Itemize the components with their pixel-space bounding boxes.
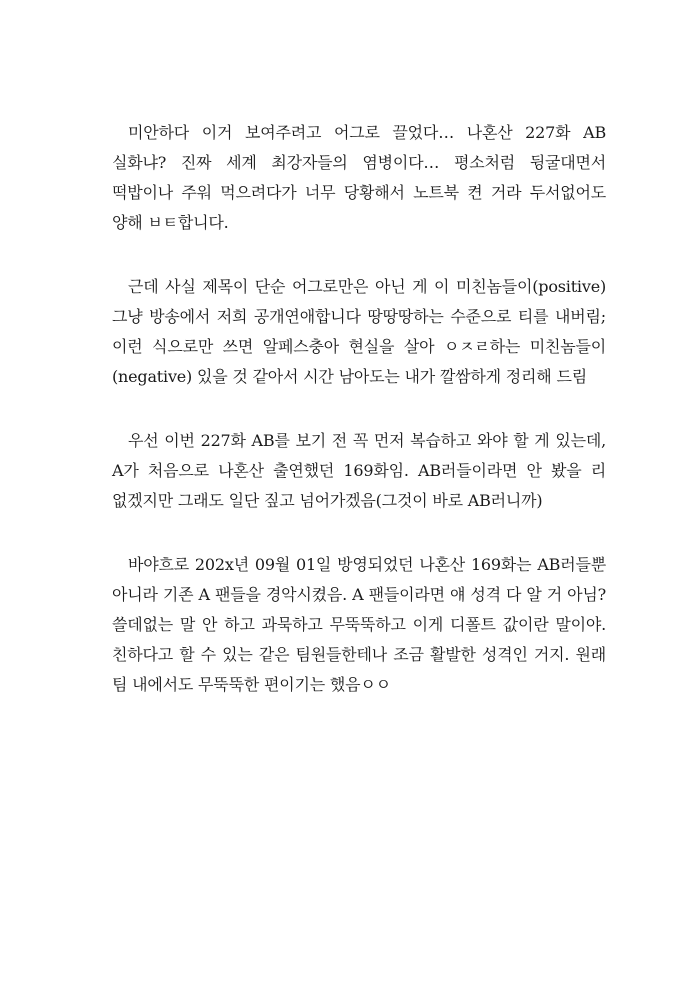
paragraph-3: 우선 이번 227화 AB를 보기 전 꼭 먼저 복습하고 와야 할 게 있는데, A가 처음으로 나혼산 출연했던 169화임. AB러들이라면 안 봤을 리 없겠지만 그래도 일단 짚고 넘어가겠음(그것이 바로 AB러니까) bbox=[112, 431, 606, 510]
paragraph-2: 근데 사실 제목이 단순 어그로만은 아닌 게 이 미친놈들이(positive) 그냥 방송에서 저희 공개연애합니다 땅땅땅하는 수준으로 티를 내버림; 이런 식으로만 쓰면 알페스충아 현실을 살아 ㅇㅈㄹ하는 미친놈들이(negative) 있을 것 같아서 시간 남아도는 내가 깔쌈하게 정리해 드림 bbox=[112, 277, 606, 386]
paragraph-1: 미안하다 이거 보여주려고 어그로 끌었다… 나혼산 227화 AB 실화냐? 진짜 세계 최강자들의 염병이다… 평소처럼 뒹굴대면서 떡밥이나 주워 먹으려다가 너무 당황해서 노트북 켠 거라 두서없어도 양해 ㅂㅌ합니다. bbox=[112, 123, 606, 232]
paragraph-4: 바야흐로 202x년 09월 01일 방영되었던 나혼산 169화는 AB러들뿐 아니라 기존 A 팬들을 경악시켰음. A 팬들이라면 얘 성격 다 알 거 아님? 쓸데없는 말 안 하고 과묵하고 무뚝뚝하고 이게 디폴트 값이란 말이야. 친하다고 할 수 있는 같은 팀원들한테나 조금 활발한 성격인 거지. 원래 팀 내에서도 무뚝뚝한 편이기는 했음ㅇㅇ bbox=[112, 555, 606, 694]
